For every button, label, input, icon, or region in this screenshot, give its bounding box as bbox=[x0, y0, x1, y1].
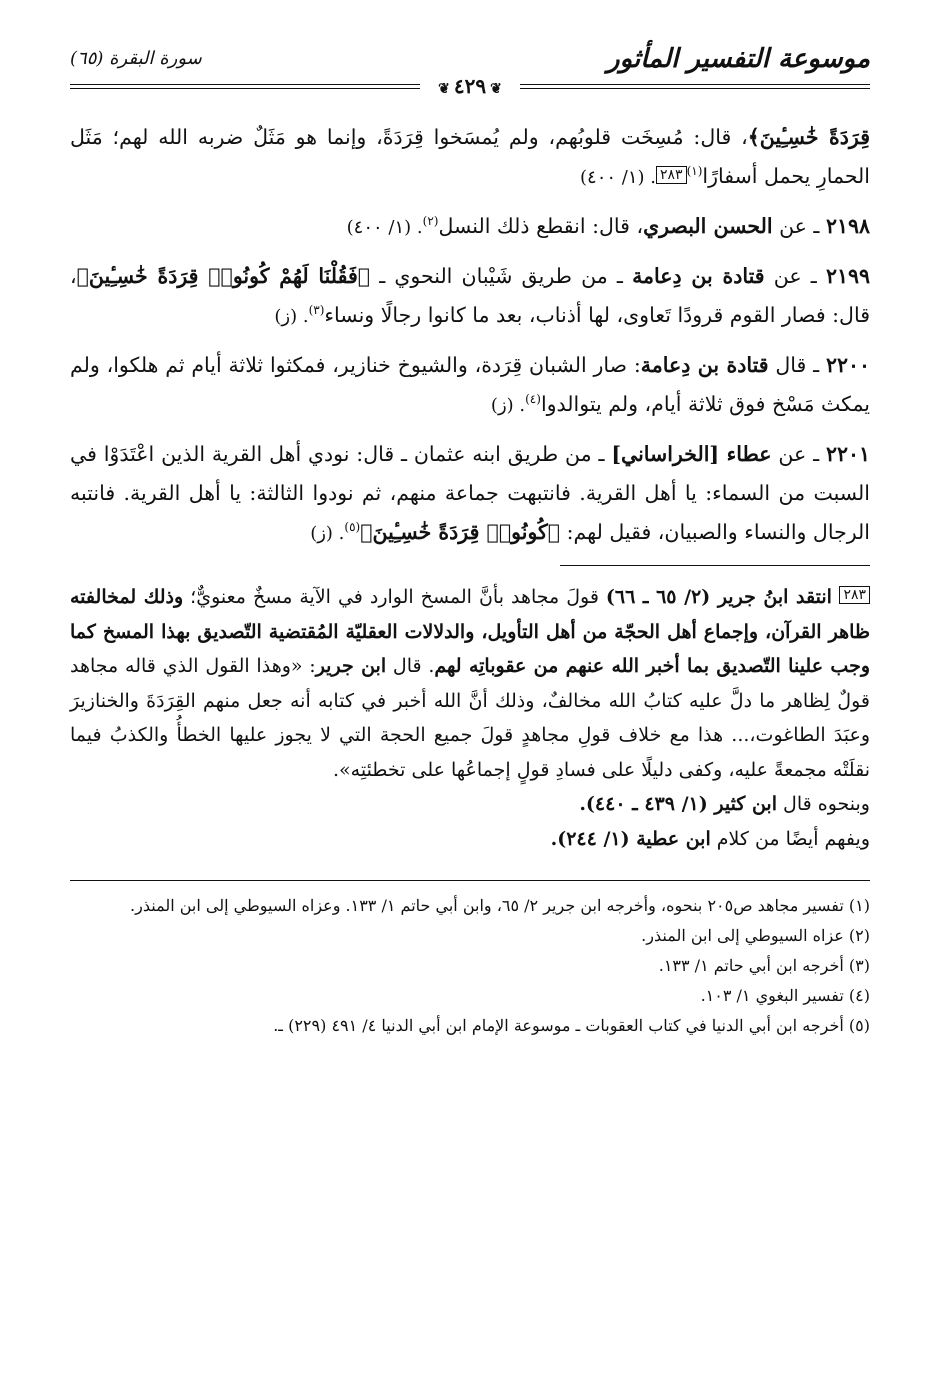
footnote-separator bbox=[70, 880, 870, 881]
narrator-name: قتادة بن دِعامة bbox=[632, 264, 765, 288]
page bbox=[70, 40, 870, 1340]
quran-verse: ﴿كُونُوا۟ قِرَدَةً خَٰسِـِٔينَ﴾ bbox=[360, 520, 561, 544]
commentary-separator bbox=[560, 565, 870, 566]
commentary-text: وبنحوه قال bbox=[777, 793, 870, 815]
page-number: ٤٢٩ bbox=[453, 74, 487, 98]
commentary bbox=[70, 580, 870, 856]
commentary-number: ٢٨٣ bbox=[839, 586, 870, 604]
footnote-marker[interactable]: (٢) bbox=[422, 214, 439, 229]
narration-number: ٢٢٠٠ bbox=[825, 353, 871, 377]
commentary-text: ويفهم أيضًا من كلام bbox=[710, 827, 870, 850]
narration-text: ، قال: فصار القوم قرودًا تَعاوى، لها أذناب، بعد ما كانوا رجالًا ونساء bbox=[70, 264, 870, 327]
volume-ref: . (ز) bbox=[274, 306, 309, 327]
main-text bbox=[70, 118, 870, 553]
narration-2199 bbox=[70, 257, 870, 336]
page-number-block bbox=[420, 74, 520, 98]
narration-number: ٢١٩٨ bbox=[825, 214, 870, 238]
book-title: موسوعة التفسير المأثور bbox=[607, 44, 870, 74]
narrator-name: الحسن البصري bbox=[643, 214, 773, 238]
narration-text: ـ عن bbox=[772, 214, 826, 238]
commentary-text: قولَ مجاهد بأنَّ المسخ الوارد في الآية مسخٌ معنويٌّ؛ bbox=[183, 586, 606, 608]
narrator-name: عطاء [الخراساني] bbox=[611, 442, 772, 466]
footnote: (٥) أخرجه ابن أبي الدنيا في كتاب العقوبات ـ موسوعة الإمام ابن أبي الدنيا ٤/ ٤٩١ (٢٢٩) ـ. bbox=[273, 1016, 870, 1035]
surah-label: سورة البقرة (٦٥) bbox=[70, 48, 202, 69]
footnote: (١) تفسير مجاهد ص٢٠٥ بنحوه، وأخرجه ابن جرير ٢/ ٦٥، وابن أبي حاتم ١/ ١٣٣. وعزاه السيوطي إلى ابن المنذر. bbox=[130, 896, 870, 915]
scholar-name: ابن جرير bbox=[315, 655, 387, 677]
scholar-name: ابن عطية bbox=[636, 827, 711, 850]
ornament-icon: ❦ bbox=[490, 81, 502, 97]
commentary-bold: وذلك لمخالفته ظاهر القرآن، وإجماع أهل الحجّة من أهل التأويل، والدلالات العقليّة المُقتضية التّصديق بهذا المسخ كما وجب علينا التّصديق بما أخبر الله عنهم من عقوباتِه لهم bbox=[70, 586, 870, 677]
narration-text: ـ عن bbox=[771, 442, 826, 466]
volume-ref: . (١/ ٤٠٠) bbox=[346, 217, 423, 238]
footnote-marker[interactable]: (٣) bbox=[308, 303, 325, 318]
narration-text: ، قال: مُسِخَت قلوبُهم، ولم يُمسَخوا قِرَدَةً، وإنما هو مَثَلٌ ضربه الله لهم؛ مَثَل الحمارِ يحمل أسفارًا bbox=[70, 125, 870, 188]
commentary-quote: : «وهذا القول الذي قاله مجاهد قولٌ لِظاهر ما دلَّ عليه كتابُ الله مخالفٌ، وذلك أنَّ الله أخبر في كتابه أنه جعل منهم القِرَدَةَ والخنازيرَ وعبَدَ الطاغوت،... هذا مع خلاف قولِ مجاهدٍ قولَ جميع الحجة التي لا يجوز عليها الخطأُ والكذبُ فيما نقلَتْه مجمعةً عليه، وكفى دليلًا على فسادِ قولٍ إجماعُها على تخطئتِه». bbox=[70, 655, 870, 781]
volume-ref: (١/ ٢٤٤). bbox=[550, 827, 637, 850]
footnote-marker[interactable]: (٤) bbox=[525, 392, 541, 407]
commentary-paragraph bbox=[70, 822, 870, 857]
volume-ref: (٢/ ٦٥ ـ ٦٦) bbox=[605, 586, 711, 608]
quran-verse: ﴿فَقُلْنَا لَهُمْ كُونُوا۟ قِرَدَةً خَٰسِـِٔينَ﴾ bbox=[76, 264, 371, 288]
narration-text: ـ عن bbox=[764, 264, 826, 288]
volume-ref: . (ز) bbox=[490, 395, 526, 416]
quran-verse: قِرَدَةً خَٰسِـِٔينَ﴾ bbox=[747, 125, 870, 149]
narration-2200 bbox=[70, 346, 870, 425]
footnote-marker[interactable]: (١) bbox=[686, 164, 703, 179]
page-header bbox=[70, 40, 870, 102]
narration-2201 bbox=[70, 435, 870, 553]
volume-ref: (١/ ٤٣٩ ـ ٤٤٠). bbox=[579, 793, 715, 815]
volume-ref: . (١/ ٤٠٠) bbox=[580, 167, 656, 188]
commentary-paragraph bbox=[70, 787, 870, 822]
narrator-name: قتادة بن دِعامة bbox=[640, 353, 769, 377]
paragraph-continuation bbox=[70, 118, 870, 197]
narration-text: ، قال: انقطع ذلك النسل bbox=[438, 214, 644, 238]
narration-text: ـ قال bbox=[768, 353, 826, 377]
commentary-paragraph bbox=[70, 580, 870, 787]
narration-text: ـ من طريق ابنه عثمان ـ قال: نودي أهل القرية الذين اعْتَدَوْا في السبت من السماء: يا أهل القرية. فانتبهت جماعة منهم، ثم نودوا الثالثة: يا أهل القرية. فانتبه الرجال والنساء والصبيان، فقيل لهم: bbox=[70, 442, 870, 544]
footnote: (٣) أخرجه ابن أبي حاتم ١/ ١٣٣. bbox=[658, 956, 870, 975]
narration-number: ٢١٩٩ bbox=[825, 264, 870, 288]
volume-ref: . (ز) bbox=[310, 523, 345, 544]
commentary-bold: انتقد ابنُ جرير bbox=[710, 586, 840, 608]
scholar-name: ابن كثير bbox=[714, 793, 777, 815]
narration-2198 bbox=[70, 207, 870, 247]
footnote: (٤) تفسير البغوي ١/ ١٠٣. bbox=[700, 986, 870, 1005]
footnote: (٢) عزاه السيوطي إلى ابن المنذر. bbox=[641, 926, 870, 945]
footnotes bbox=[70, 891, 870, 1041]
narration-text: ـ من طريق شَيْبان النحوي ـ bbox=[370, 264, 633, 288]
commentary-text: . قال bbox=[386, 655, 435, 677]
narration-text: : صار الشبان قِرَدة، والشيوخ خنازير، فمكثوا ثلاثة أيام ثم هلكوا، ولم يمكث مَسْخ فوق ثلاثة أيام، ولم يتوالدوا bbox=[70, 353, 870, 416]
narration-number: ٢٢٠١ bbox=[825, 442, 870, 466]
footnote-marker[interactable]: (٥) bbox=[344, 520, 361, 535]
ornament-icon: ❦ bbox=[438, 81, 450, 97]
commentary-marker[interactable]: ٢٨٣ bbox=[656, 166, 687, 184]
